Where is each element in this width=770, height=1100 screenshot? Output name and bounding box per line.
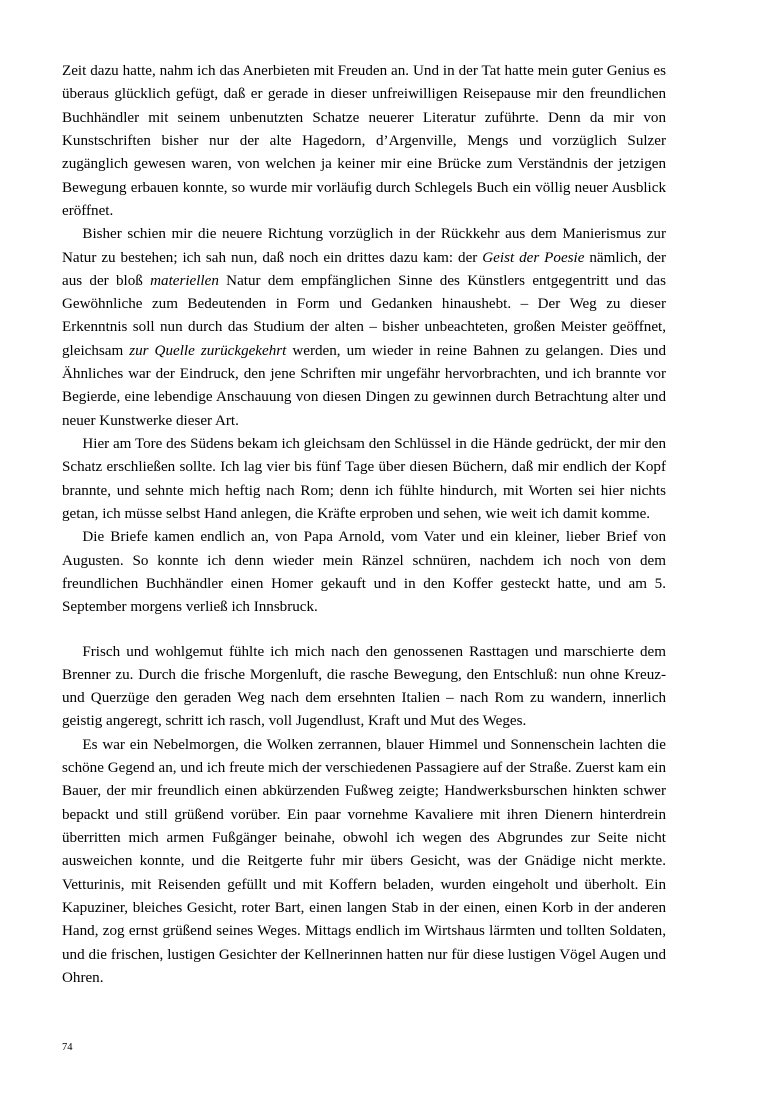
emphasis-text: zur Quelle zurückgekehrt	[129, 342, 287, 359]
body-text: Bisher schien mir die neuere Richtung vorzüglich in der Rückkehr aus dem Manierismus zur Natur zu bestehen; ich sah nun, daß noch ein drittes dazu kam: der	[62, 226, 666, 266]
body-text: Es war ein Nebelmorgen, die Wolken zerrannen, blauer Himmel und Sonnenschein lachten die schöne Gegend an, und ich freute mich der verschiedenen Passagiere auf der Straße. Zuerst kam ein Bauer, der mir freundlich einen abkürzenden Fußweg zeigte; Handwerksburschen hinkten schwer bepackt und still grüßend vorüber. Ein paar vornehme Kavaliere mit ihren Dienern hinterdrein überritten mich armen Fußgänger beinahe, obwohl ich wegen des Abgrundes zur Seite nicht ausweichen konnte, und die Reitgerte fuhr mir übers Gesicht, was der Gnädige nicht merkte. Vetturinis, mit Reisenden gefüllt und mit Koffern beladen, wurden eingeholt und überholt. Ein Kapuziner, bleiches Gesicht, roter Bart, einen langen Stab in der einen, einen Korb in der anderen Hand, zog ernst grüßend seines Weges. Mittags endlich im Wirtshaus lärmten und tollten Soldaten, und die frischen, lustigen Gesichter der Kellnerinnen hatten nur für diese lustigen Vögel Augen und Ohren.	[62, 736, 666, 986]
body-text: Natur dem empfänglichen Sinne des Künstlers entgegentritt und das Gewöhnliche zum Bedeutenden in Form und Gedanken hinaushebt. – Der Weg zu dieser Erkenntnis soll nun durch das Studium der alten – bisher unbeachteten, großen Meister geöffnet, gleichsam	[62, 272, 666, 359]
body-text: Die Briefe kamen endlich an, von Papa Arnold, vom Vater und ein kleiner, lieber Brief von Augusten. So konnte ich denn wieder mein Ränzel schnüren, nachdem ich noch von dem freundlichen Buchhändler einen Homer gekauft und in den Koffer gesteckt hatte, und am 5. September morgens verließ ich Innsbruck.	[62, 529, 666, 616]
body-paragraph	[62, 223, 666, 433]
body-text-column	[62, 60, 666, 990]
body-text: nämlich, der aus der bloß	[62, 249, 667, 289]
body-text: werden, um wieder in reine Bahnen zu gelangen. Dies und Ähnliches war der Eindruck, den jene Schriften mir ungefähr hervorbrachten, und ich brannte vor Begierde, eine lebendige Anschauung von diesen Dingen zu gewinnen durch Betrachtung alter und neuer Kunstwerke dieser Art.	[62, 342, 666, 429]
body-text: Frisch und wohlgemut fühlte ich mich nach den genossenen Rasttagen und marschierte dem Brenner zu. Durch die frische Morgenluft, die rasche Bewegung, den Entschluß: nun ohne Kreuz- und Querzüge den geraden Weg nach dem ersehnten Italien – nach Rom zu wandern, innerlich geistig angeregt, schritt ich rasch, voll Jugendlust, Kraft und Mut des Weges.	[62, 643, 666, 730]
body-text: Zeit dazu hatte, nahm ich das Anerbieten mit Freuden an. Und in der Tat hatte mein guter Genius es überaus glücklich gefügt, daß er gerade in dieser unfreiwilligen Reisepause mir den freundlichen Buchhändler mit seinem unbenutzten Schatze neuerer Literatur zuführte. Denn da mir von Kunstschriften bisher nur der alte Hagedorn, d’Argenville, Mengs und vorzüglich Sulzer zugänglich gewesen waren, von welchen ja keiner mir eine Brücke zum Verständnis der jetzigen Bewegung erbauen konnte, so wurde mir vorläufig durch Schlegels Buch ein völlig neuer Ausblick eröffnet.	[62, 63, 666, 219]
page-number: 74	[62, 1042, 73, 1053]
body-paragraph	[62, 433, 666, 526]
body-paragraph	[62, 60, 666, 223]
emphasis-text: materiellen	[150, 272, 219, 289]
body-text: Hier am Tore des Südens bekam ich gleichsam den Schlüssel in die Hände gedrückt, der mir den Schatz erschließen sollte. Ich lag vier bis fünf Tage über diesen Büchern, daß mir endlich der Kopf brannte, und sehnte mich heftig nach Rom; denn ich fühlte hindurch, mit Worten sei hier nichts getan, ich müsse selbst Hand anlegen, die Kräfte erproben und sehen, wie weit ich damit komme.	[62, 436, 666, 522]
body-paragraph	[62, 641, 666, 734]
paragraph-spacer	[62, 620, 666, 641]
body-paragraph	[62, 526, 666, 619]
emphasis-text: Geist der Poesie	[482, 249, 585, 266]
body-paragraph	[62, 734, 666, 990]
